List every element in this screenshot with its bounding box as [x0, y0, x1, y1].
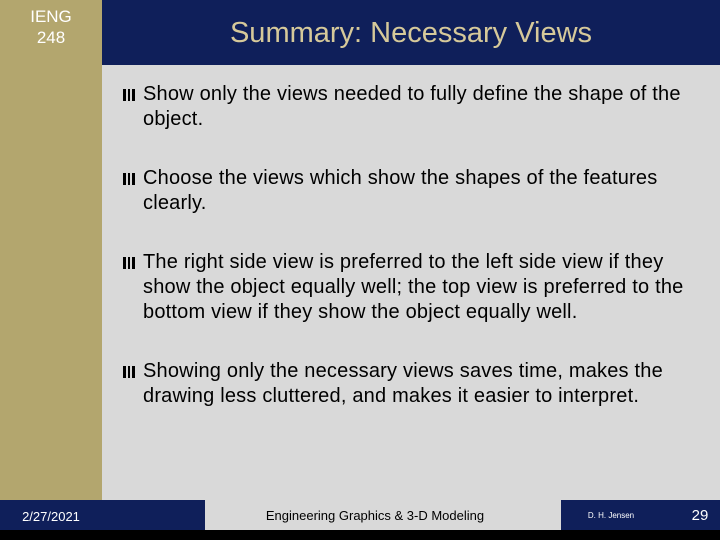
bullet-item: [118, 82, 698, 132]
course-code-number: 248: [36, 28, 66, 47]
slide-title: Summary: Necessary Views: [229, 17, 593, 49]
page-number: 29: [691, 507, 709, 524]
bullet-icon: [123, 173, 135, 185]
bullet-icon: [123, 257, 135, 269]
bullet-text: Showing only the necessary views saves time, makes the drawing less cluttered, and makes it easier to interpret.: [143, 360, 663, 407]
course-code-subject: IENG: [30, 7, 72, 26]
bullet-icon: [123, 366, 135, 378]
bullet-text: Show only the views needed to fully define the shape of the object.: [143, 83, 681, 130]
footer-author: D. H. Jensen: [587, 511, 635, 520]
footer-strip: [0, 530, 720, 540]
bullet-item: [118, 359, 698, 409]
bullet-list: [118, 82, 698, 409]
bullet-icon: [123, 89, 135, 101]
left-sidebar: [0, 0, 102, 500]
footer-course-name: Engineering Graphics & 3-D Modeling: [265, 508, 485, 523]
footer-date: 2/27/2021: [22, 509, 80, 524]
bullet-item: [118, 166, 698, 216]
bullet-item: [118, 250, 698, 325]
bullet-text: The right side view is preferred to the left side view if they show the object equally well; the top view is preferred to the bottom view if they show the object equally well.: [143, 251, 684, 323]
course-code: [0, 6, 102, 48]
bullet-text: Choose the views which show the shapes of the features clearly.: [143, 167, 658, 214]
